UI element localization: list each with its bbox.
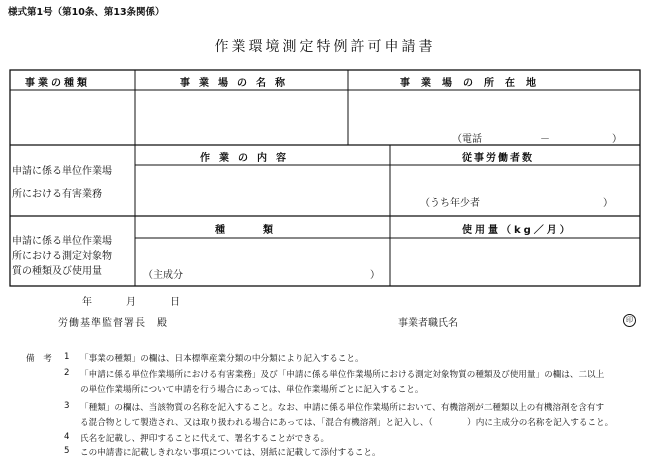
note-3-text-line1: 「種類」の欄は、当該物質の名称を記入すること。なお、申請に係る単位作業場所において、有機溶剤が二種類以上の有機溶剤を含有す	[80, 403, 605, 413]
work-content-header: 作業の内容	[200, 153, 295, 164]
substance-type-field[interactable]	[137, 240, 388, 264]
worker-count-field[interactable]	[392, 167, 638, 193]
note-1-text: 「事業の種類」の欄は、日本標準産業分類の中分類により記入すること。	[80, 354, 364, 364]
date-year: 年	[82, 297, 92, 308]
phone-area-field[interactable]	[488, 130, 538, 143]
date-month: 月	[126, 297, 136, 308]
employer-label: 事業者職氏名	[398, 318, 458, 329]
row-label-substance-line2: 所における測定対象物	[12, 251, 112, 262]
workplace-location-header: 事業場の所在地	[400, 78, 547, 89]
row-label-substance-line1: 申請に係る単位作業場	[12, 236, 112, 247]
youth-close: ）	[603, 198, 613, 209]
note-3-text-line2: る混合物として製造され、又は取り扱われる場合にあっては、「混合有機溶剤」と記入し、（ ）内に主成分の名称を記入すること。	[80, 418, 614, 428]
phone-close: ）	[612, 134, 622, 145]
workplace-name-header: 事業場の名称	[180, 78, 294, 89]
note-5-number: 5	[64, 446, 70, 456]
worker-count-header: 従事労働者数	[462, 153, 534, 164]
phone-open: （電話	[452, 134, 482, 145]
row-label-substance-line3: 質の種類及び使用量	[12, 266, 102, 277]
seal-icon: 印	[623, 314, 636, 327]
note-4-text: 氏名を記載し、押印することに代えて、署名することができる。	[80, 434, 330, 444]
employer-name-field[interactable]	[465, 313, 615, 327]
usage-amount-field[interactable]	[392, 240, 638, 284]
note-2-number: 2	[64, 368, 70, 378]
row-label-hazardous-line2: 所における有害業務	[12, 189, 102, 200]
note-4-number: 4	[64, 432, 70, 442]
business-type-header: 事業の種類	[25, 78, 90, 89]
addressee: 労働基準監督署長 殿	[58, 318, 168, 329]
usage-amount-header: 使用量（kg／月）	[462, 225, 573, 236]
note-1-number: 1	[64, 352, 70, 362]
note-2-text-line2: の単位作業場所について申請を行う場合にあっては、単位作業場所ごとに記入すること。	[80, 385, 424, 395]
note-5-text: この申請書に記載しきれない事項については、別紙に記載して添付すること。	[80, 448, 381, 458]
youth-count-field[interactable]	[490, 194, 600, 208]
phone-dash: －	[540, 134, 550, 145]
notes-label: 備 考	[26, 354, 52, 364]
workplace-name-field[interactable]	[137, 92, 346, 143]
date-day: 日	[170, 297, 180, 308]
main-component-open: （主成分	[143, 270, 183, 281]
form-title: 作業環境測定特例許可申請書	[214, 39, 436, 55]
form-number: 様式第1号（第10条、第13条関係）	[8, 7, 165, 18]
business-type-field[interactable]	[12, 92, 133, 143]
substance-type-header: 種類	[215, 225, 311, 236]
main-component-close: ）	[370, 270, 380, 281]
youth-open: （うち年少者	[420, 198, 480, 209]
workplace-location-field[interactable]	[350, 92, 638, 130]
phone-number-field[interactable]	[552, 130, 610, 143]
note-2-text-line1: 「申請に係る単位作業場所における有害業務」及び「申請に係る単位作業場所における測定対象物質の種類及び使用量」の欄は、二以上	[80, 370, 605, 380]
work-content-field[interactable]	[137, 167, 388, 214]
note-3-number: 3	[64, 401, 70, 411]
row-label-hazardous-line1: 申請に係る単位作業場	[12, 166, 112, 177]
main-component-field[interactable]	[190, 266, 366, 282]
